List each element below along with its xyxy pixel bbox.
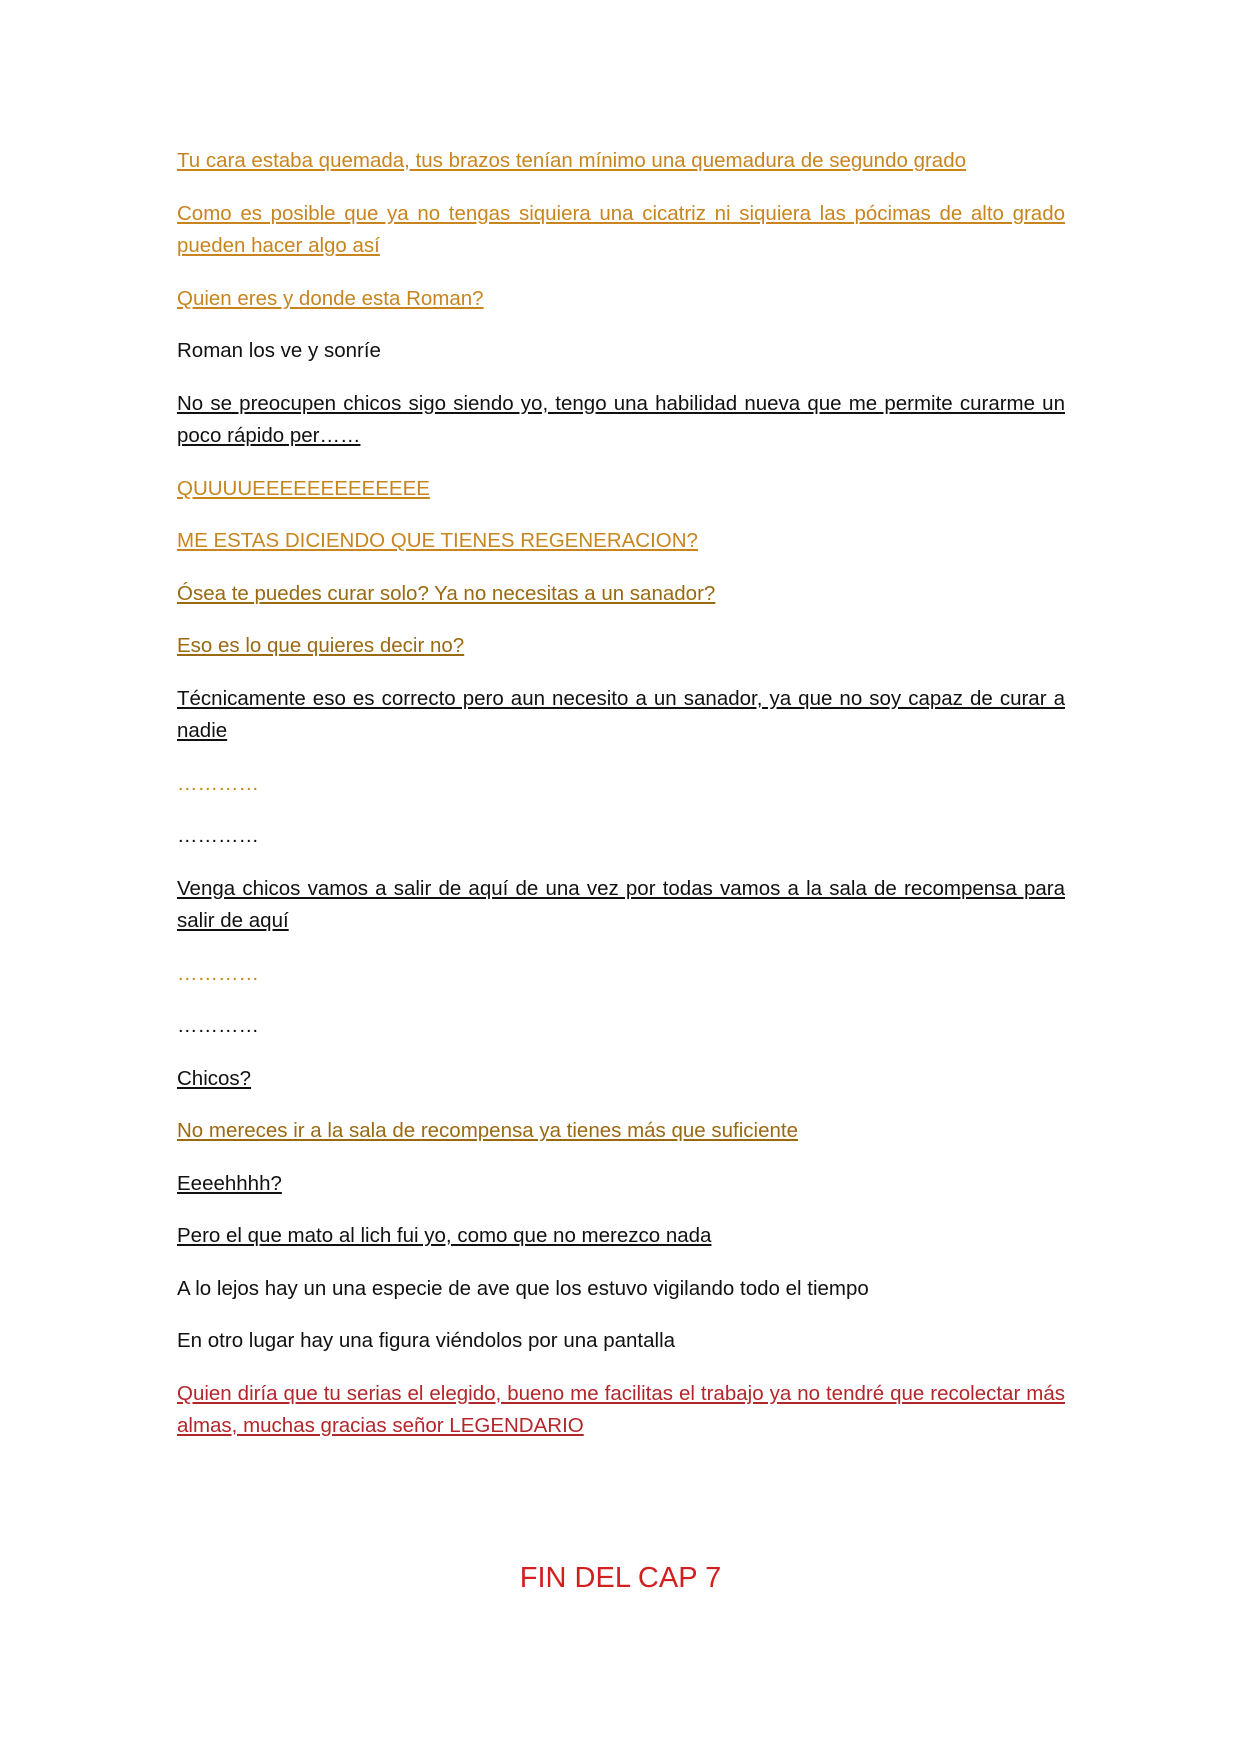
paragraph-text: Chicos? [177,1066,252,1090]
paragraph [177,388,1065,453]
paragraph [177,1063,1065,1096]
paragraph [177,683,1065,748]
paragraph-text: Quien diría que tu serias el elegido, bueno me facilitas el trabajo ya no tendré que recolectar más almas, muchas gracias señor LEGENDARIO [177,1381,1065,1437]
paragraph-text: No mereces ir a la sala de recompensa ya tienes más que suficiente [177,1119,799,1142]
paragraph-text: Técnicamente eso es correcto pero aun necesito a un sanador, ya que no soy capaz de curar a nadie [177,686,1065,742]
paragraph [177,283,1065,316]
paragraph-text: QUUUUEEEEEEEEEEEEE [177,476,430,500]
paragraph [177,958,1065,991]
paragraph [177,578,1065,611]
paragraph [177,473,1065,506]
paragraph-text: No se preocupen chicos sigo siendo yo, tengo una habilidad nueva que me permite curarme un poco rápido per…… [177,391,1065,447]
paragraph-text: Pero el que mato al lich fui yo, como que no merezco nada [177,1224,712,1247]
paragraph-text: ME ESTAS DICIENDO QUE TIENES REGENERACION? [177,529,698,552]
ellipsis-text: ………… [177,771,259,795]
paragraph [177,1220,1065,1253]
paragraph [177,630,1065,663]
paragraph [177,873,1065,938]
paragraph [177,525,1065,558]
paragraph-text: En otro lugar hay una figura viéndolos por una pantalla [177,1329,676,1352]
paragraph-text: Ósea te puedes curar solo? Ya no necesitas a un sanador? [177,581,716,605]
paragraph [177,820,1065,853]
paragraph-text: Como es posible que ya no tengas siquiera una cicatriz ni siquiera las pócimas de alto grado pueden hacer algo así [177,201,1065,257]
paragraph-text: Venga chicos vamos a salir de aquí de una vez por todas vamos a la sala de recompensa para salir de aquí [177,876,1065,932]
paragraph [177,198,1065,263]
paragraph [177,768,1065,801]
ellipsis-text: ………… [177,961,259,985]
paragraph-text: Tu cara estaba quemada, tus brazos tenían mínimo una quemadura de segundo grado [177,149,966,172]
paragraph-text: Roman los ve y sonríe [177,339,381,362]
ellipsis-text: ………… [177,1014,259,1037]
paragraph-text: Eso es lo que quieres decir no? [177,634,465,657]
ellipsis-text: ………… [177,824,259,847]
chapter-end-heading: FIN DEL CAP 7 [519,1562,722,1594]
paragraph [177,1378,1065,1443]
paragraph [177,1168,1065,1201]
paragraph [177,1010,1065,1043]
paragraph-text: A lo lejos hay un una especie de ave que los estuvo vigilando todo el tiempo [177,1276,869,1300]
paragraph [177,1325,1065,1358]
paragraph-text: Quien eres y donde esta Roman? [177,286,484,310]
paragraph [177,1115,1065,1148]
paragraph [177,1273,1065,1306]
paragraph-text: Eeeehhhh? [177,1171,282,1195]
chapter-text [177,145,1065,1463]
paragraph [177,145,1065,178]
paragraph [177,335,1065,368]
